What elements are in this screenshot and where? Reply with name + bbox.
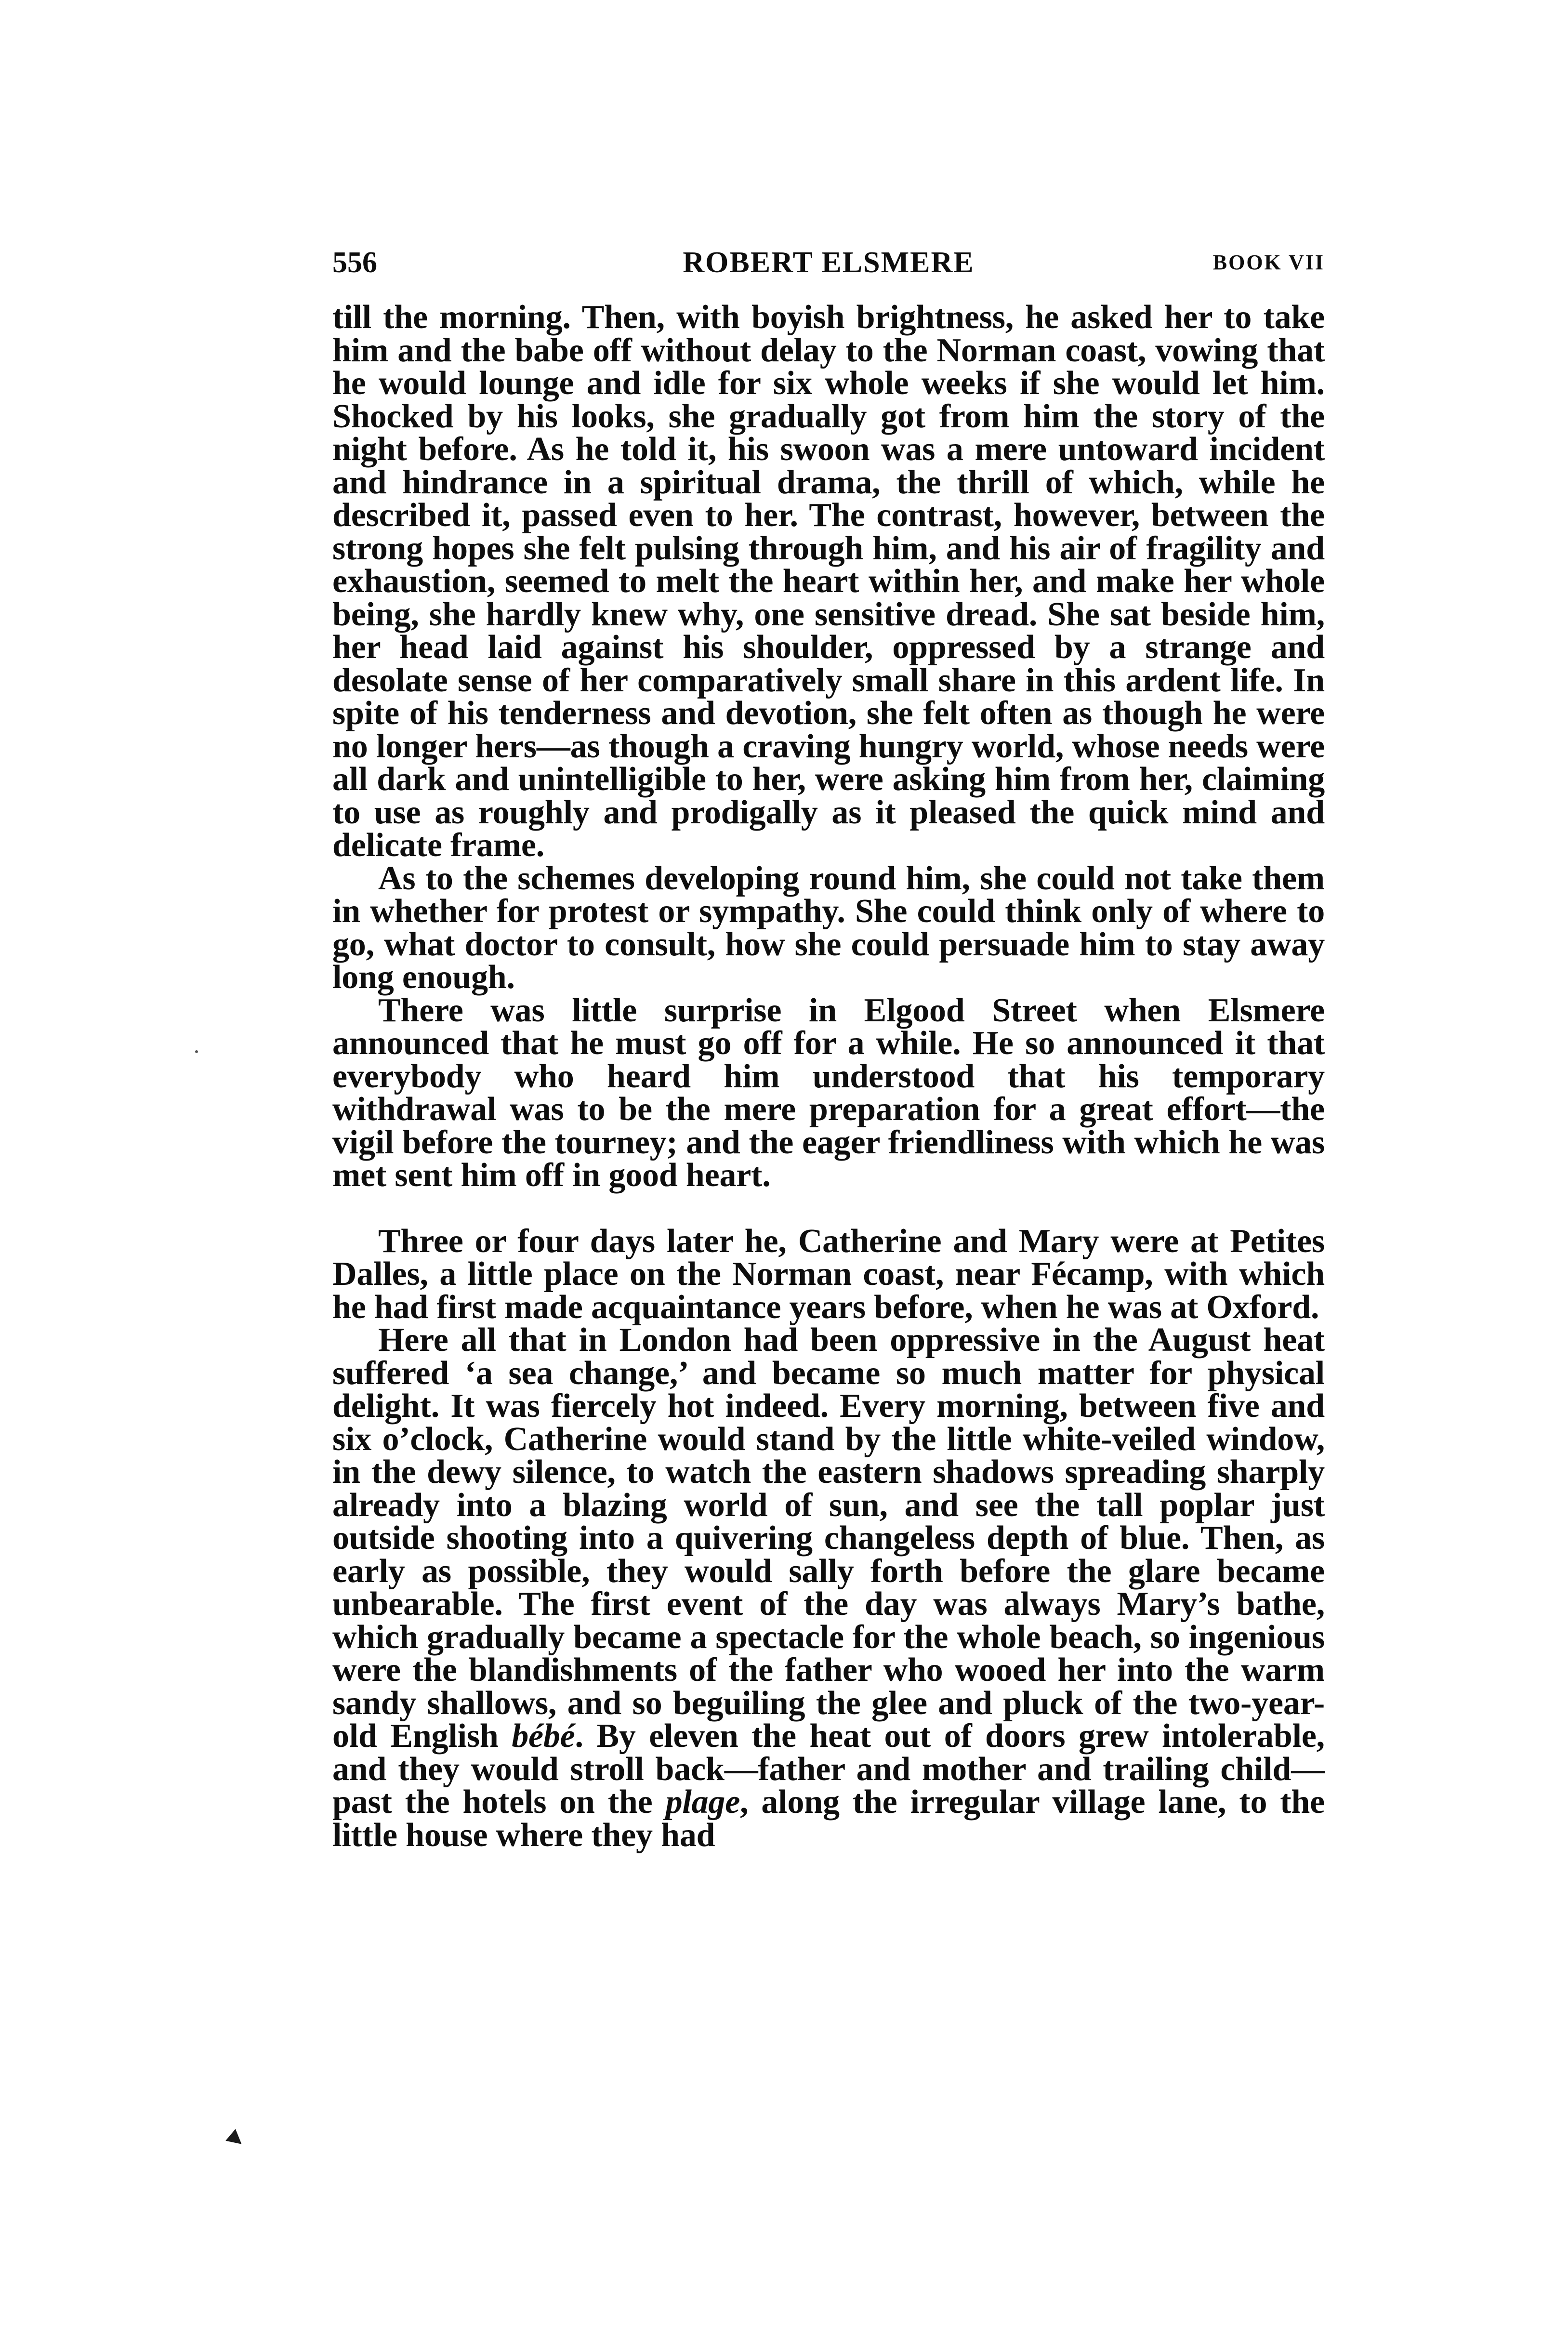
margin-speck: [195, 1050, 198, 1053]
page-number: 556: [332, 246, 377, 279]
paragraph-text: . By eleven the heat out of doors grew intolerable, and they would stroll back—father and mother and trailing child—past the hotels on the: [332, 1717, 1325, 1821]
paragraph: Three or four days later he, Catherine and Mary were at Petites Dalles, a little place on the Norman coast, near Fécamp, with which he had first made acquaintance years before, when he was at Oxford.: [332, 1222, 1325, 1326]
paragraph-text: Here all that in London had been oppressive in the August heat suffered ‘a sea change,’ and became so much matter for physical delight. It was fiercely hot indeed. Every morning, between five and six o’clock, Catherine would stand by the little white-veiled window, in the dewy silence, to watch the eastern shadows spreading sharply already into a blazing world of sun, and see the tall poplar just outside shooting into a quivering changeless depth of blue. Then, as early as possible, they would sally forth before the glare became unbearable. The first event of the day was always Mary’s bathe, which gradually became a spectacle for the whole beach, so ingenious were the blandishments of the father who wooed her into the warm sandy shallows, and so beguiling the glee and pluck of the two-year-old English: [332, 1321, 1325, 1755]
italic-word: bébé: [512, 1717, 575, 1755]
paragraph: As to the schemes developing round him, she could not take them in whether for protest or sympathy. She could think only of where to go, what doctor to consult, how she could persuade him to stay away long enough.: [332, 859, 1325, 996]
running-header: [332, 243, 1325, 282]
paragraph: till the morning. Then, with boyish brightness, he asked her to take him and the babe off without delay to the Norman coast, vowing that he would lounge and idle for six whole weeks if she would let him. Shocked by his looks, she gradually got from him the story of the night before. As he told it, his swoon was a mere untoward incident and hindrance in a spiritual drama, the thrill of which, while he described it, passed even to her. The contrast, however, between the strong hopes she felt pulsing through him, and his air of fragility and exhaustion, seemed to melt the heart within her, and make her whole being, she hardly knew why, one sensitive dread. She sat beside him, her head laid against his shoulder, oppressed by a strange and desolate sense of her comparatively small share in this ardent life. In spite of his tenderness and devotion, she felt often as though he were no longer hers—as though a craving hungry world, whose needs were all dark and unintelligible to her, were asking him from her, claiming to use as roughly and prodigally as it pleased the quick mind and delicate frame.: [332, 299, 1325, 864]
paragraph: [332, 1321, 1325, 1854]
margin-arrow-mark: [225, 2129, 247, 2150]
italic-word: plage: [665, 1783, 740, 1821]
book-section-label: BOOK VII: [1212, 251, 1325, 274]
running-title: ROBERT ELSMERE: [683, 246, 975, 279]
paragraph: There was little surprise in Elgood Street when Elsmere announced that he must go off for a while. He so announced it that everybody who heard him understood that his temporary withdrawal was to be the mere preparation for a great effort—the vigil before the tourney; and the eager friendliness with which he was met sent him off in good heart.: [332, 991, 1325, 1194]
body-text: [332, 301, 1325, 1852]
paragraph-text: , along the irregular village lane, to the little house where they had: [332, 1783, 1325, 1854]
